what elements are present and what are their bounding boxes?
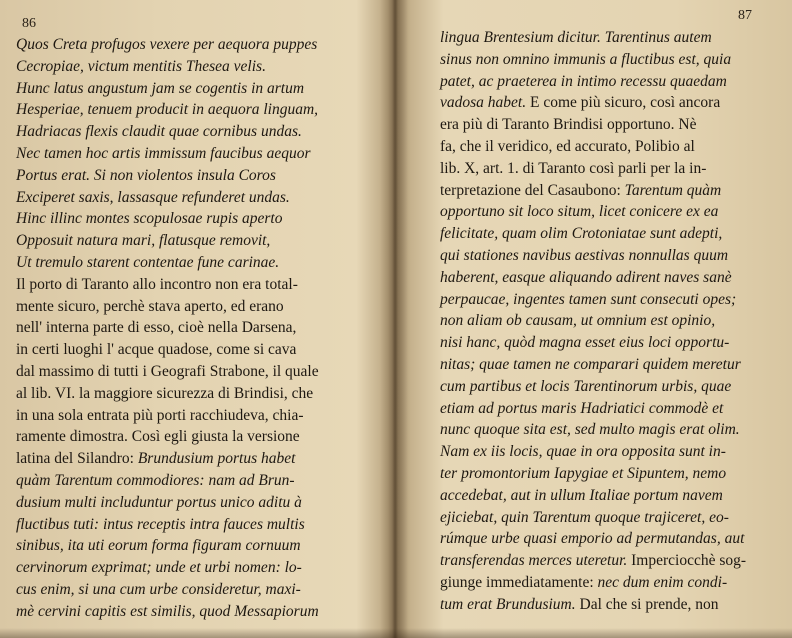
text-line-content: non aliam ob causam, ut omnium est opinio,: [440, 312, 716, 330]
text-line: [440, 508, 729, 528]
text-line-content: fluctibus tuti: intus receptis intra fauces multis: [16, 515, 305, 533]
text-line-content: Portus erat. Si non violentos insula Coros: [16, 166, 276, 184]
text-line: [440, 464, 726, 484]
text-line: [440, 355, 741, 375]
text-line-content: patet, ac praeterea in intimo recessu quaedam: [440, 72, 727, 90]
text-line-content: sinibus, ita uti eorum forma figuram cornuum: [16, 537, 301, 555]
text-line-content: nell' interna parte di esso, cioè nella Darsena,: [16, 319, 297, 337]
text-line-roman-tail: Imperciocchè sog-: [627, 552, 747, 570]
text-line-content: Hunc latus angustum jam se cogentis in artum: [16, 79, 305, 97]
text-line-content: lib. X, art. 1. di Taranto così parli per la in-: [440, 159, 707, 177]
text-line: [16, 35, 317, 55]
text-line-content: terpretazione del Casaubono:: [440, 181, 625, 199]
text-line: [16, 515, 305, 535]
text-line-content: Exciperet saxis, lassasque refunderet undas.: [16, 188, 290, 206]
text-line-content: Nam ex iis locis, quae in ora opposita sunt in-: [440, 443, 726, 461]
text-line: [440, 72, 727, 92]
text-line: [16, 231, 270, 251]
text-line: [16, 362, 319, 382]
text-line: [16, 188, 290, 208]
text-line-content: cus enim, si una cum urbe consideretur, maxi-: [16, 581, 301, 598]
text-line-content: al lib. VI. la maggiore sicurezza di Brindisi, che: [16, 384, 314, 402]
text-line-italic-tail: nec dum enim condi-: [597, 574, 728, 591]
text-line-content: qui stationes navibus aestivas nonnullas quum: [440, 247, 729, 264]
text-line-content: haberent, easque aliquando adirent naves sanè: [440, 268, 732, 286]
text-line-content: cervinorum exprimat; unde et urbi nomen: lo-: [16, 559, 302, 577]
left-page: [0, 0, 392, 638]
text-line-content: Hadriacas flexis claudit quae cornibus undas.: [16, 123, 302, 141]
text-line: [16, 449, 295, 469]
text-line: [440, 202, 718, 222]
text-line: [16, 100, 318, 120]
text-line-content: giunge immediatamente:: [440, 574, 598, 591]
text-line: [440, 551, 746, 571]
text-line: [16, 558, 302, 578]
text-line: [440, 224, 722, 244]
text-line: [16, 79, 304, 99]
text-line: [16, 602, 319, 622]
text-line-roman-tail: E come più sicuro, così ancora: [526, 94, 721, 112]
text-line: [440, 159, 706, 179]
text-line: [16, 384, 313, 404]
right-page-number: 87: [738, 8, 752, 23]
text-line-content: in certi luoghi l' acque quadose, come si cava: [16, 341, 297, 359]
text-line-content: Nec tamen hoc artis immissum faucibus aequor: [16, 145, 311, 162]
text-line: [16, 318, 296, 338]
text-line-content: ter promontorium Iapygiae et Sipuntem, nemo: [440, 465, 727, 482]
text-line: [16, 57, 266, 77]
left-page-text: [0, 0, 392, 638]
text-line: [440, 377, 731, 397]
text-line: [440, 246, 728, 266]
text-line-content: accedebat, aut in ullum Italiae portum navem: [440, 486, 723, 504]
page-bottom-edge: [0, 628, 792, 638]
text-line-italic-tail: Tarentum quàm: [624, 181, 722, 199]
text-line: [440, 93, 720, 113]
text-line-content: Hinc illinc montes scopulosae rupis aperto: [16, 210, 283, 228]
text-line-italic-tail: Brundusium portus habet: [137, 450, 296, 468]
text-line-content: mente sicuro, perchè stava aperto, ed erano: [16, 297, 284, 315]
text-line-content: etiam ad portus maris Hadriatici commodè et: [440, 399, 724, 417]
text-line: [16, 209, 283, 229]
text-line-content: nunc quoque sita est, sed multo magis erat olim.: [440, 421, 740, 439]
text-line-content: vadosa habet.: [440, 94, 527, 112]
text-line: [440, 28, 712, 48]
text-line-content: Ut tremulo starent contentae fune carinae.: [16, 254, 280, 271]
text-line-roman-tail: Dal che si prende, non: [575, 595, 719, 613]
text-line-content: Quos Creta profugos vexere per aequora puppes: [16, 36, 318, 53]
text-line: [16, 536, 301, 556]
left-page-number: 86: [22, 16, 36, 31]
text-line: [440, 399, 723, 419]
text-line-content: cum partibus et locis Tarentinorum urbis, quae: [440, 377, 732, 395]
text-line-content: dal massimo di tutti i Geografi Strabone, il quale: [16, 363, 319, 380]
text-line: [440, 311, 715, 331]
text-line-content: ramente dimostra. Così egli giusta la versione: [16, 428, 300, 446]
text-line: [16, 166, 276, 186]
text-line-content: Hesperiae, tenuem producit in aequora linguam,: [16, 101, 319, 119]
text-line-content: mè cervini capitis est similis, quod Messapiorum: [16, 602, 319, 620]
text-line-content: dusium multi includuntur portus unico aditu à: [16, 493, 302, 511]
text-line: [440, 268, 732, 288]
text-line-content: tum erat Brundusium.: [440, 595, 576, 613]
text-line-content: Il porto di Taranto allo incontro non era total-: [16, 275, 298, 293]
text-line-content: lingua Brentesium dicitur. Tarentinus autem: [440, 29, 712, 46]
text-line: [440, 529, 744, 549]
right-page-text: [398, 0, 792, 638]
text-line: [16, 275, 298, 295]
text-line-content: nisi hanc, quòd magna esset eius loci opportu-: [440, 334, 730, 352]
text-line-content: in una sola entrata più porti racchiudeva, chia-: [16, 406, 304, 424]
text-line: [440, 573, 727, 593]
text-line: [440, 290, 736, 310]
text-line-content: latina del Silandro:: [16, 450, 138, 468]
text-line: [440, 115, 696, 135]
text-line: [16, 493, 302, 513]
text-line-content: Opposuit natura mari, flatusque removit,: [16, 232, 271, 250]
text-line: [16, 406, 304, 426]
right-page: [398, 0, 792, 638]
text-line-content: sinus non omnino immunis a fluctibus est, quia: [440, 50, 732, 68]
text-line-content: rúmque urbe quasi emporio ad permutandas, aut: [440, 530, 745, 548]
text-line-content: quàm Tarentum commodiores: nam ad Brun-: [16, 472, 295, 489]
text-line-content: perpaucae, ingentes tamen sunt consecuti opes;: [440, 290, 737, 308]
text-line-content: era più di Taranto Brindisi opportuno. Nè: [440, 116, 697, 134]
text-line: [440, 137, 695, 157]
text-line: [16, 580, 301, 600]
text-line: [16, 144, 310, 164]
text-line: [440, 486, 723, 506]
text-line-content: nitas; quae tamen ne comparari quidem meretur: [440, 356, 741, 373]
text-line: [440, 420, 740, 440]
text-line: [16, 253, 279, 273]
text-line: [16, 122, 302, 142]
text-line: [440, 595, 719, 615]
text-line: [440, 442, 726, 462]
text-line-content: Cecropiae, victum mentitis Thesea velis.: [16, 57, 266, 75]
text-line-content: felicitate, quam olim Crotoniatae sunt adepti,: [440, 225, 723, 243]
text-line-content: fa, che il veridico, ed accurato, Polibio al: [440, 138, 695, 155]
text-line: [440, 50, 731, 70]
text-line-content: transferendas merces uteretur.: [440, 552, 628, 570]
text-line: [16, 427, 300, 447]
text-line: [16, 340, 296, 360]
text-line-content: ejiciebat, quin Tarentum quoque trajiceret, eo-: [440, 508, 729, 526]
text-line: [16, 297, 284, 317]
text-line-content: opportuno sit loco situm, licet conicere ex ea: [440, 203, 719, 221]
text-line: [440, 333, 729, 353]
text-line: [440, 181, 721, 201]
text-line: [16, 471, 295, 491]
